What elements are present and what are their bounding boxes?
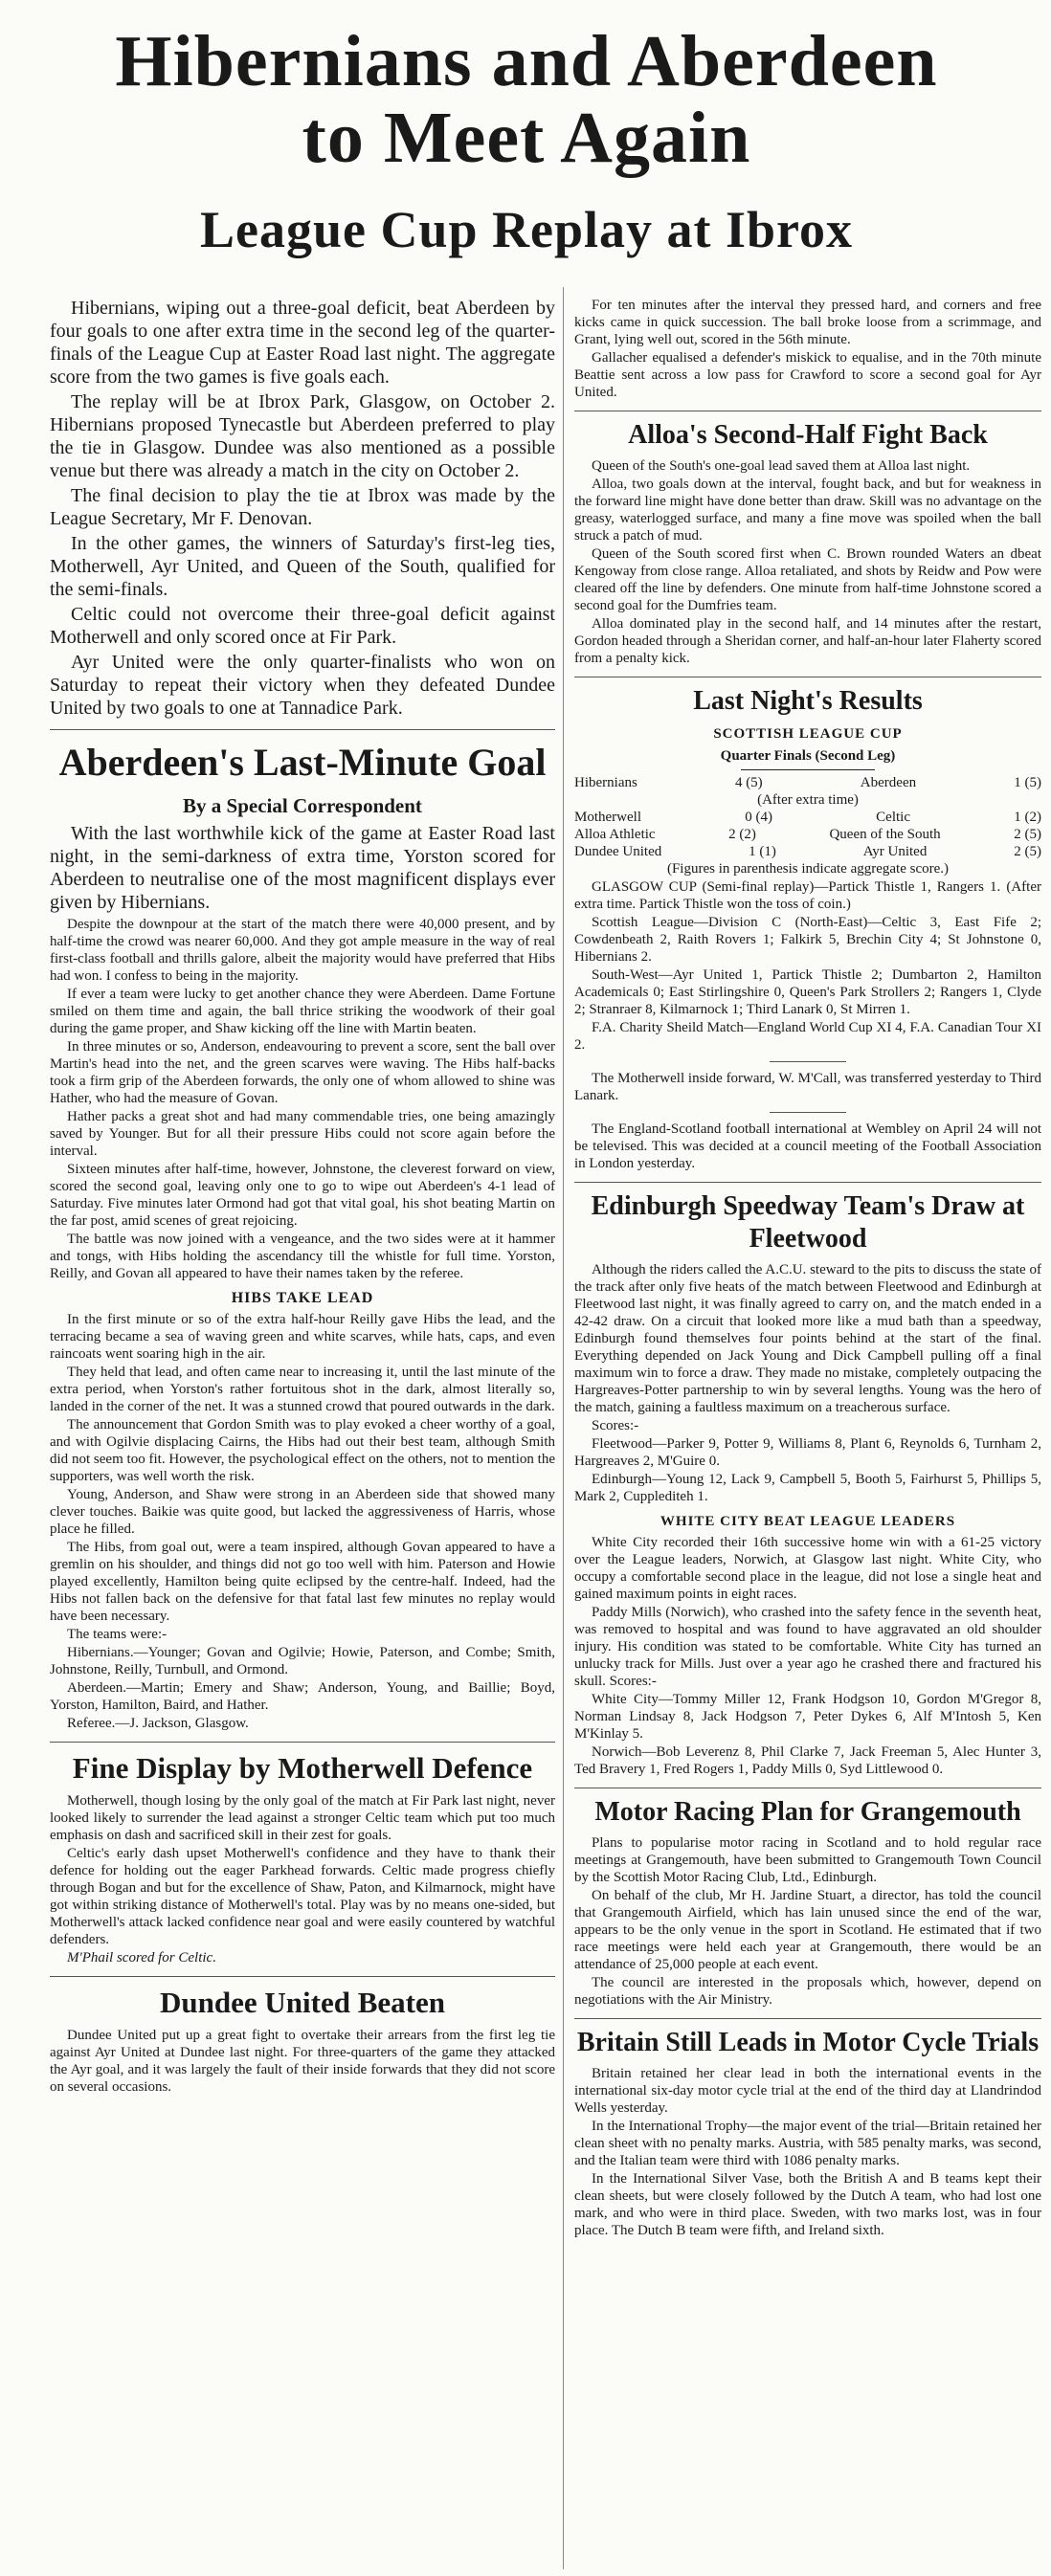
lead-paragraph: Celtic could not overcome their three-goal deficit against Motherwell and only scored once at Fir Park.	[50, 604, 555, 648]
ayr-paragraph: For ten minutes after the interval they pressed hard, and corners and free kicks came in quick succession. The ball broke loose from a scrimmage, and Grant, lying well out, scored in the 56th minute.	[574, 298, 1041, 347]
section-rule	[574, 2018, 1041, 2019]
lead-paragraph: The final decision to play the tie at Ibrox was made by the League Secretary, Mr F. Denovan.	[50, 485, 555, 529]
aberdeen-paragraph: Sixteen minutes after half-time, however, Johnstone, the cleverest forward on view, scored the second goal, leaving only one to go to wipe out Aberdeen's 4-1 lead of Saturday. Five minutes later Ormond had got that vital goal, his shot beating Martin on the far post, amid scenes of great rejoicing.	[50, 1162, 555, 1229]
right-column	[574, 297, 1041, 2240]
result-row: Hibernians 4 (5) Aberdeen 1 (5)	[574, 775, 1041, 790]
result-row: Alloa Athletic 2 (2) Queen of the South 2 (5)	[574, 827, 1041, 842]
aberdeen-paragraph: The announcement that Gordon Smith was to play evoked a cheer worthy of a goal, and with Ogilvie displacing Cairns, the Hibs had out their best team, although Smith did not seem too fit. However, the psychological effect on the others, not to mention the supporters, was well worth the risk.	[50, 1417, 555, 1484]
britain-paragraph: In the International Silver Vase, both the British A and B teams kept their clean sheets, but were closely followed by the Dutch A team, who had lost one mark, and who were in third place. Sweden, with two marks lost, was in four place. The Dutch B team were fifth, and Ireland sixth.	[574, 2171, 1041, 2238]
results-box	[574, 685, 1041, 1172]
results-note: The England-Scotland football international at Wembley on April 24 will not be televised. This was decided at a council meeting of the Football Association in London yesterday.	[574, 1121, 1041, 1171]
aberdeen-paragraph: Despite the downpour at the start of the match there were 40,000 present, and by half-time the crowd was nearer 60,000. And they got ample measure in the way of real first-class football and thrills galore, albeit the majority would have preferred that Hibs had won. I confess to being in the majority.	[50, 917, 555, 984]
aberdeen-paragraph: The Hibs, from goal out, were a team inspired, although Govan appeared to have a gremlin on his shoulder, and things did not go too well with him. Paterson and Howie played excellently, Hamilton being quite eclipsed by the centre-half. Indeed, had the Hibs not fallen back on the defensive for that fatal last few minutes no replay would have been necessary.	[50, 1540, 555, 1624]
motor-story	[574, 1796, 1041, 2009]
britain-headline: Britain Still Leads in Motor Cycle Trials	[576, 2028, 1040, 2057]
speedway-paragraph: Although the riders called the A.C.U. steward to the pits to discuss the state of the track after only five heats of the match between Fleetwood and Edinburgh at Fleetwood last night, it was finally agreed to carry on, and the match ended in a 42-42 draw. On a circuit that looked more like a mud bath than a speedway, Edinburgh found themselves four points behind at the start of the final. Everything depended on Jack Young and Dick Campbell pulling off a final maximum win to force a draw. They made no mistake, completely outpacing the Hargreaves-Potter partnership to win by several lengths. Young was the hero of the match, gaining a faultless maximum on a treacherous surface.	[574, 1262, 1041, 1415]
speedway-paragraph: White City—Tommy Miller 12, Frank Hodgson 10, Gordon M'Gregor 8, Norman Lindsay 8, Jack Hodgson 7, Peter Dykes 6, Alf M'Intosh 5, Ken M'Kinlay 5.	[574, 1692, 1041, 1742]
results-round: Quarter Finals (Second Leg)	[720, 748, 896, 764]
aberdeen-paragraph: If ever a team were lucky to get another chance they were Aberdeen. Dame Fortune smiled on them time and again, the ball thrice striking the woodwork of their goal during the game proper, and Shaw kicking off the line with Martin beaten.	[50, 987, 555, 1036]
motherwell-paragraph: Motherwell, though losing by the only goal of the match at Fir Park last night, never looked likely to surrender the lead against a stronger Celtic team which put too much emphasis on dash and sacrificed skill in their zest for goals.	[50, 1793, 555, 1843]
aberdeen-paragraph: The battle was now joined with a vengeance, and the two sides were at it hammer and tongs, with Hibs holding the ascendancy till the whistle for full time. Yorston, Reilly, and Govan all appeared to have their names taken by the referee.	[50, 1232, 555, 1281]
left-column	[50, 297, 555, 2097]
lead-paragraph: Ayr United were the only quarter-finalists who won on Saturday to repeat their victory when they defeated Dundee United by two goals to one at Tannadice Park.	[50, 652, 555, 719]
result-row: Dundee United 1 (1) Ayr United 2 (5)	[574, 844, 1041, 859]
ayr-story-continued	[574, 297, 1041, 401]
headline-line-1: Hibernians and Aberdeen	[115, 21, 938, 101]
lead-paragraph: The replay will be at Ibrox Park, Glasgow, on October 2. Hibernians proposed Tynecastle but Aberdeen preferred to play the tie in Glasgow. Dundee was also mentioned as a possible venue but there was already a match in the city on October 2.	[50, 391, 555, 481]
byline: By a Special Correspondent	[183, 794, 422, 817]
alloa-headline: Alloa's Second-Half Fight Back	[628, 420, 988, 450]
aberdeen-paragraph: Young, Anderson, and Shaw were strong in an Aberdeen side that showed many clever touches. Baikie was quite good, but lacked the aggressiveness of Harris, whose place he filled.	[50, 1487, 555, 1537]
teams-line: Hibernians.—Younger; Govan and Ogilvie; Howie, Paterson, and Combe; Smith, Johnstone, Reilly, Turnbull, and Ormond.	[50, 1645, 555, 1677]
results-cup-name: SCOTTISH LEAGUE CUP	[713, 726, 903, 742]
section-rule	[50, 1976, 555, 1977]
motor-paragraph: On behalf of the club, Mr H. Jardine Stuart, a director, has told the council that Grangemouth Airfield, which has lain unused since the end of the war, appears to be the only venue in the sport in Scotland. He estimated that if two race meetings were held each year at Grangemouth, there would be an attendance of 25,000 people at each event.	[574, 1888, 1041, 1972]
ayr-paragraph: Gallacher equalised a defender's miskick to equalise, and in the 70th minute Beattie sent across a low pass for Crawford to score a second goal for Ayr United.	[574, 350, 1041, 400]
dundee-paragraph: Dundee United put up a great fight to overtake their arrears from the first leg tie against Ayr United at Dundee last night. For three-quarters of the game they attacked the Ayr goal, and it was largely the fault of their inside forwards that they did not score on several occasions.	[50, 2028, 555, 2095]
headline-line-2: to Meet Again	[302, 98, 751, 178]
alloa-paragraph: Queen of the South's one-goal lead saved them at Alloa last night.	[592, 458, 971, 474]
short-rule	[770, 1061, 846, 1062]
aberdeen-headline: Aberdeen's Last-Minute Goal	[58, 741, 547, 784]
motherwell-paragraph: M'Phail scored for Celtic.	[67, 1950, 216, 1965]
result-row: Motherwell 0 (4) Celtic 1 (2)	[574, 810, 1041, 825]
teams-line: Aberdeen.—Martin; Emery and Shaw; Anderson, Young, and Baillie; Boyd, Yorston, Hamilton, Baird, and Hather.	[50, 1680, 555, 1713]
speedway-paragraph: Scores:-	[592, 1418, 639, 1433]
results-note: The Motherwell inside forward, W. M'Call, was transferred yesterday to Third Lanark.	[574, 1071, 1041, 1103]
column-divider	[563, 287, 564, 2569]
referee-line: Referee.—J. Jackson, Glasgow.	[67, 1716, 249, 1731]
lead-paragraph: In the other games, the winners of Saturday's first-leg ties, Motherwell, Ayr United, and Queen of the South, qualified for the semi-finals.	[50, 533, 555, 600]
results-rule	[741, 769, 875, 770]
motherwell-headline: Fine Display by Motherwell Defence	[72, 1751, 533, 1785]
aberdeen-story	[50, 740, 555, 1732]
section-rule	[50, 729, 555, 730]
aberdeen-paragraph: In the first minute or so of the extra half-hour Reilly gave Hibs the lead, and the terracing became a sea of waving green and white scarves, while hats, caps, and even raincoats went soaring high in the air.	[50, 1312, 555, 1362]
speedway-paragraph: White City recorded their 16th successive home win with a 61-25 victory over the League leaders, Norwich, at Glasgow last night. White City, who occupy a comfortable second place in the league, did not lose a single heat and gained maximum points in eight races.	[574, 1535, 1041, 1602]
motor-paragraph: Plans to popularise motor racing in Scotland and to hold regular race meetings at Grangemouth, have been submitted to Grangemouth Town Council by the Scottish Motor Racing Club, Ltd., Edinburgh.	[574, 1835, 1041, 1885]
results-other: Scottish League—Division C (North-East)—Celtic 3, East Fife 2; Cowdenbeath 2, Raith Rovers 1; Falkirk 5, Brechin City 4; St Johnstone 0, Hibernians 2.	[574, 915, 1041, 965]
motor-paragraph: The council are interested in the proposals which, however, depend on negotiations with the Air Ministry.	[574, 1975, 1041, 2008]
speedway-subhead: WHITE CITY BEAT LEAGUE LEADERS	[660, 1514, 956, 1529]
aberdeen-paragraph: In three minutes or so, Anderson, endeavouring to prevent a score, sent the ball over Martin's head into the net, and the green scarves were waving. The Hibs half-backs took a firm grip of the Aberdeen forwards, the only one of whom allowed to shine was Hather, who had the measure of Govan.	[50, 1039, 555, 1106]
aberdeen-intro: With the last worthwhile kick of the game at Easter Road last night, in the semi-darkness of extra time, Yorston scored for Aberdeen to neutralise one of the most magnificent displays ever given by Hibernians.	[50, 823, 555, 913]
results-headline: Last Night's Results	[693, 686, 923, 716]
aberdeen-subhead: HIBS TAKE LEAD	[231, 1290, 374, 1306]
speedway-paragraph: Fleetwood—Parker 9, Potter 9, Williams 8, Plant 6, Reynolds 6, Turnham 2, Hargreaves 2, M'Guire 0.	[574, 1436, 1041, 1469]
alloa-paragraph: Queen of the South scored first when C. Brown rounded Waters an dbeat Kengoway from close range. Alloa retaliated, and shots by Reidw and Pow were cleared off the line by defenders. One minute from half-time Johnstone scored a second goal for the Dumfries team.	[574, 546, 1041, 613]
speedway-story	[574, 1190, 1041, 1778]
britain-paragraph: In the International Trophy—the major event of the trial—Britain retained her clean sheet with no penalty marks. Austria, with 585 penalty marks, was second, and the Italian team were third with 1086 penalty marks.	[574, 2119, 1041, 2168]
speedway-paragraph: Paddy Mills (Norwich), who crashed into the safety fence in the seventh heat, was removed to hospital and was found to have aggravated an old shoulder injury. His condition was stated to be comfortable. White City has turned an unlucky track for Mills. Just over a year ago he crashed there and fractured his skull. Scores:-	[574, 1605, 1041, 1689]
dundee-story	[50, 1985, 555, 2096]
results-other: GLASGOW CUP (Semi-final replay)—Partick Thistle 1, Rangers 1. (After extra time. Partick Thistle won the toss of coin.)	[574, 879, 1041, 912]
aberdeen-paragraph: Hather packs a great shot and had many commendable tries, one being amazingly saved by Younger. But for all their pressure Hibs could not score again before the interval.	[50, 1109, 555, 1159]
short-rule	[770, 1112, 846, 1113]
result-note: (After extra time)	[757, 792, 859, 808]
results-other: South-West—Ayr United 1, Partick Thistle 2; Dumbarton 2, Hamilton Academicals 0; East Stirlingshire 0, Queen's Park Strollers 2; Rangers 1, Clyde 2; Stranraer 8, Kilmarnock 1; Third Lanark 0, St Mirren 1.	[574, 967, 1041, 1017]
speedway-paragraph: Edinburgh—Young 12, Lack 9, Campbell 5, Booth 5, Fairhurst 5, Phillips 5, Mark 2, Cupplediteh 1.	[574, 1472, 1041, 1504]
britain-story	[574, 2027, 1041, 2239]
speedway-headline: Edinburgh Speedway Team's Draw at Fleetwood	[591, 1191, 1025, 1254]
headline-subhead: League Cup Replay at Ibrox	[199, 201, 854, 258]
motherwell-paragraph: Celtic's early dash upset Motherwell's confidence and they have to thank their defence for holding out the eager Parkhead forwards. Celtic made progress chiefly through Bogan and but for the excellence of Shaw, Paton, and Kilmarnock, might have got within striking distance of Motherwell's total. Play was by no means one-sided, but Motherwell's attack lacked confidence near goal and were easily countered by watchful defenders.	[50, 1846, 555, 1947]
alloa-paragraph: Alloa, two goals down at the interval, fought back, and but for weakness in the forward line might have done better than draw. Skill was no advantage on the greasy, waterlogged surface, and many a fine move was spoiled when the ball struck a patch of mud.	[574, 477, 1041, 544]
section-rule	[574, 1182, 1041, 1183]
aberdeen-paragraph: They held that lead, and often came near to increasing it, until the last minute of the extra period, when Yorston's rather fortuitous shot in the dark, almost literally so, landed in the corner of the net. It was a stunned crowd that poured outwards in the dark.	[50, 1365, 555, 1414]
results-footnote: (Figures in parenthesis indicate aggregate score.)	[666, 861, 950, 877]
results-other: F.A. Charity Sheild Match—England World Cup XI 4, F.A. Canadian Tour XI 2.	[574, 1020, 1041, 1053]
alloa-story	[574, 419, 1041, 667]
lead-story	[50, 297, 555, 720]
section-rule	[50, 1742, 555, 1743]
alloa-paragraph: Alloa dominated play in the second half, and 14 minutes after the restart, Gordon headed through a Sheridan corner, and half-an-hour later Flaherty scored from a penalty kick.	[574, 616, 1041, 666]
britain-paragraph: Britain retained her clear lead in both the international events in the international six-day motor cycle trial at the end of the third day at Llandrindod Wells yesterday.	[574, 2066, 1041, 2116]
dundee-headline: Dundee United Beaten	[160, 1986, 445, 2019]
motor-headline: Motor Racing Plan for Grangemouth	[594, 1797, 1021, 1827]
lead-paragraph: Hibernians, wiping out a three-goal deficit, beat Aberdeen by four goals to one after extra time in the second leg of the quarter-finals of the League Cup at Easter Road last night. The aggregate score from the two games is five goals each.	[50, 298, 555, 388]
motherwell-story	[50, 1750, 555, 1966]
teams-line: The teams were:-	[67, 1627, 168, 1642]
speedway-paragraph: Norwich—Bob Leverenz 8, Phil Clarke 7, Jack Freeman 5, Alec Hunter 3, Ted Bravery 1, Fred Rogers 1, Paddy Mills 0, Syd Littlewood 0.	[574, 1744, 1041, 1777]
